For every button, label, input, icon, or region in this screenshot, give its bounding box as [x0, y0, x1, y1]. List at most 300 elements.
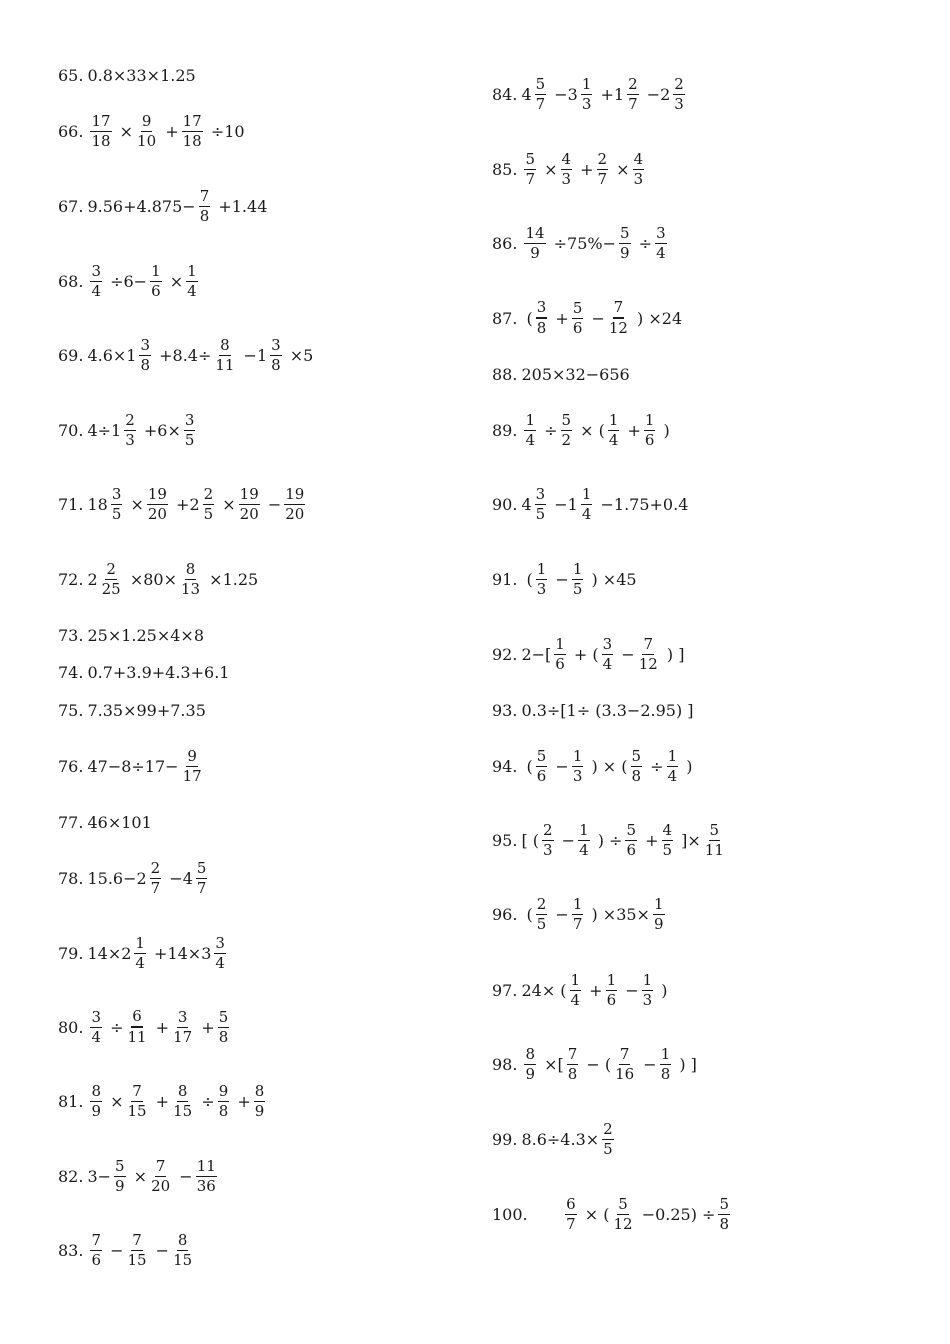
fraction-denominator: 7: [150, 878, 161, 897]
expression-text: −: [638, 1054, 657, 1074]
expression-text: ×: [539, 159, 558, 179]
fraction: [631, 746, 643, 785]
problem-number: 87.: [492, 308, 518, 328]
fraction-numerator: 1: [570, 970, 581, 989]
expression-text: ÷: [196, 1091, 215, 1111]
fraction: [90, 1230, 102, 1269]
problem-number: 73.: [58, 625, 84, 645]
fraction-numerator: 14: [525, 223, 545, 242]
fraction-denominator: 16: [615, 1064, 635, 1083]
problem-78: [58, 854, 210, 902]
fraction-numerator: 8: [220, 335, 230, 354]
fraction-numerator: 6: [566, 1194, 576, 1213]
expression-text: −1: [238, 345, 268, 365]
expression-text: × (: [575, 420, 605, 440]
fraction: [90, 1007, 102, 1046]
fraction-denominator: 6: [606, 990, 617, 1009]
fraction-denominator: 3: [536, 579, 547, 598]
fraction-numerator: 8: [177, 1230, 188, 1249]
fraction-denominator: 20: [151, 1176, 171, 1195]
fraction-denominator: 36: [196, 1176, 216, 1195]
problem-number: 88.: [492, 364, 518, 384]
fraction-numerator: 2: [597, 149, 608, 168]
fraction: [673, 74, 685, 113]
problem-70: [58, 406, 198, 454]
expression-text: −1.75+0.4: [595, 494, 689, 514]
fraction-numerator: 5: [115, 1156, 125, 1175]
fraction-numerator: 9: [218, 1081, 229, 1100]
fraction-numerator: 5: [196, 858, 207, 877]
problem-number: 86.: [492, 233, 518, 253]
problem-number: 83.: [58, 1240, 84, 1260]
fraction-numerator: 2: [628, 74, 638, 93]
expression-text: 0.8×33×1.25: [87, 65, 196, 85]
fraction-numerator: 7: [613, 300, 625, 319]
problem-number: 94.: [492, 756, 518, 776]
expression-text: ) ]: [674, 1054, 697, 1074]
expression-text: ÷: [105, 1017, 124, 1037]
expression-text: +: [160, 121, 179, 141]
expression-text: +: [150, 1017, 170, 1037]
fraction-denominator: 20: [147, 504, 167, 523]
expression-text: 4: [521, 84, 532, 104]
fraction: [196, 1156, 217, 1195]
fraction: [535, 484, 547, 523]
fraction-denominator: 3: [561, 169, 572, 188]
fraction: [101, 559, 122, 598]
problem-86: [492, 219, 670, 267]
problem-94: [492, 742, 692, 790]
fraction: [561, 410, 573, 449]
expression-text: ×: [128, 1166, 148, 1186]
fraction: [218, 1081, 230, 1120]
problem-number: 99.: [492, 1129, 518, 1149]
fraction: [150, 858, 162, 897]
fraction-denominator: 4: [581, 504, 592, 523]
fraction-denominator: 3: [543, 840, 553, 859]
problem-91: [492, 555, 637, 603]
fraction: [627, 74, 639, 113]
fraction-denominator: 3: [642, 990, 653, 1009]
fraction-denominator: 13: [181, 579, 201, 598]
expression-text: 4.6×1: [87, 345, 137, 365]
fraction-numerator: 7: [155, 1156, 166, 1175]
fraction: [203, 484, 215, 523]
problem-88: [492, 350, 630, 398]
fraction-numerator: 2: [150, 858, 161, 877]
problem-number: 93.: [492, 700, 518, 720]
fraction: [572, 559, 584, 598]
fraction: [565, 1194, 577, 1233]
expression-text: 7.35×99+7.35: [87, 700, 206, 720]
fraction-numerator: 1: [644, 410, 655, 429]
expression-text: 24× (: [521, 980, 567, 1000]
fraction-denominator: 12: [608, 319, 628, 337]
expression-text: ): [658, 420, 670, 440]
expression-text: 0.7+3.9+4.3+6.1: [87, 662, 230, 682]
problem-number: 85.: [492, 159, 518, 179]
problem-number: 80.: [58, 1017, 84, 1037]
problem-number: 78.: [58, 868, 84, 888]
expression-text: +2: [170, 494, 200, 514]
fraction-denominator: 7: [535, 94, 546, 113]
problem-87: [492, 294, 682, 342]
fraction-denominator: 4: [525, 430, 535, 449]
expression-text: (: [521, 569, 533, 589]
fraction-numerator: 2: [543, 820, 553, 839]
fraction-denominator: 8: [271, 355, 281, 374]
fraction-numerator: 5: [719, 1194, 730, 1213]
fraction-numerator: 2: [536, 894, 547, 913]
expression-text: ×: [217, 494, 236, 514]
fraction: [660, 1044, 672, 1083]
fraction-numerator: 11: [196, 1156, 216, 1175]
fraction: [524, 410, 536, 449]
fraction-denominator: 7: [572, 914, 583, 933]
problem-number: 71.: [58, 494, 84, 514]
expression-text: 47−8÷17−: [87, 756, 179, 776]
fraction-numerator: 7: [199, 186, 210, 205]
fraction: [608, 300, 629, 336]
expression-text: 0.3÷[1÷ (3.3−2.95) ]: [521, 700, 694, 720]
fraction: [254, 1081, 266, 1120]
expression-text: ): [681, 756, 693, 776]
fraction: [561, 149, 573, 188]
fraction: [150, 1156, 171, 1195]
fraction: [572, 894, 584, 933]
expression-text: (: [521, 756, 533, 776]
expression-text: +14×3: [148, 943, 212, 963]
fraction: [172, 1081, 193, 1120]
fraction: [127, 1081, 148, 1120]
expression-text: 3−: [87, 1166, 112, 1186]
fraction: [554, 634, 566, 673]
expression-text: ×80×: [124, 569, 177, 589]
expression-text: ÷: [633, 233, 653, 253]
fraction: [535, 74, 547, 113]
fraction-denominator: 7: [628, 94, 638, 113]
fraction: [581, 484, 593, 523]
problem-72: [58, 555, 258, 603]
fraction-denominator: 4: [602, 654, 613, 673]
fraction: [581, 74, 593, 113]
problem-number: 79.: [58, 943, 84, 963]
expression-text: 9.56+4.875−: [87, 196, 196, 216]
expression-text: +1: [595, 84, 625, 104]
fraction-denominator: 5: [184, 430, 195, 449]
expression-text: 205×32−656: [521, 364, 630, 384]
problem-number: 75.: [58, 700, 84, 720]
fraction-numerator: 3: [140, 335, 151, 354]
expression-text: ) ÷: [592, 830, 623, 850]
fraction-denominator: 15: [127, 1101, 147, 1120]
expression-text: +1.44: [213, 196, 268, 216]
expression-text: ) ]: [661, 644, 685, 664]
fraction-numerator: 1: [579, 820, 589, 839]
fraction-denominator: 5: [662, 840, 673, 859]
expression-text: −: [556, 830, 576, 850]
fraction-numerator: 19: [285, 484, 305, 503]
problem-95: [492, 816, 728, 864]
problem-number: 84.: [492, 84, 518, 104]
problem-69: [58, 331, 313, 379]
fraction: [150, 261, 162, 300]
problem-number: 69.: [58, 345, 84, 365]
fraction-denominator: 8: [218, 1027, 229, 1046]
expression-text: +: [622, 420, 641, 440]
fraction: [572, 746, 584, 785]
fraction-numerator: 1: [572, 894, 583, 913]
fraction: [182, 111, 203, 150]
fraction-denominator: 17: [173, 1027, 193, 1046]
fraction: [524, 149, 536, 188]
fraction: [578, 820, 590, 859]
fraction-denominator: 17: [182, 766, 202, 785]
expression-text: ) ×45: [586, 569, 637, 589]
fraction-denominator: 9: [115, 1176, 125, 1195]
fraction: [655, 223, 667, 262]
expression-text: [ (: [521, 830, 540, 850]
fraction-denominator: 8: [631, 766, 642, 785]
fraction-numerator: 1: [660, 1044, 671, 1063]
fraction: [186, 261, 198, 300]
fraction-denominator: 5: [603, 1139, 613, 1158]
expression-text: (: [521, 308, 533, 328]
fraction-numerator: 5: [572, 298, 583, 317]
fraction: [214, 335, 235, 374]
fraction-numerator: 17: [91, 111, 111, 130]
problem-number: 89.: [492, 420, 518, 440]
fraction: [633, 149, 645, 188]
fraction-denominator: 7: [597, 169, 608, 188]
fraction-numerator: 1: [642, 970, 653, 989]
fraction-denominator: 25: [101, 579, 121, 598]
problem-67: [58, 182, 267, 230]
fraction-numerator: 1: [536, 559, 547, 578]
expression-text: + (: [568, 644, 599, 664]
fraction-numerator: 7: [132, 1230, 142, 1249]
fraction: [567, 1044, 579, 1083]
expression-text: −1: [549, 494, 578, 514]
fraction-numerator: 1: [581, 484, 592, 503]
fraction: [124, 410, 136, 449]
fraction: [284, 484, 305, 523]
fraction-denominator: 3: [633, 169, 644, 188]
fraction: [270, 335, 282, 374]
fraction-denominator: 7: [196, 878, 207, 897]
expression-text: ×: [164, 271, 184, 291]
fraction-denominator: 5: [535, 504, 546, 523]
problem-number: 82.: [58, 1166, 84, 1186]
expression-text: ): [656, 980, 668, 1000]
fraction-numerator: 9: [141, 111, 152, 130]
problem-77: [58, 798, 152, 846]
fraction: [642, 970, 654, 1009]
expression-text: 2: [87, 569, 98, 589]
fraction-denominator: 9: [620, 243, 630, 262]
problem-75: [58, 686, 206, 734]
fraction: [653, 894, 665, 933]
fraction: [602, 634, 614, 673]
fraction-numerator: 3: [271, 335, 281, 354]
fraction-numerator: 8: [254, 1081, 265, 1100]
problem-68: [58, 257, 201, 305]
expression-text: +: [575, 159, 594, 179]
fraction: [196, 858, 208, 897]
fraction-numerator: 8: [91, 1081, 101, 1100]
fraction-numerator: 3: [91, 1007, 101, 1026]
expression-text: (: [521, 904, 533, 924]
fraction-numerator: 2: [203, 484, 214, 503]
fraction: [172, 1230, 193, 1269]
problem-71: [58, 480, 308, 528]
fraction: [667, 746, 679, 785]
expression-text: ×: [611, 159, 630, 179]
fraction-denominator: 11: [215, 355, 235, 374]
problem-number: 77.: [58, 812, 84, 832]
fraction-denominator: 2: [561, 430, 572, 449]
expression-text: +: [232, 1091, 251, 1111]
problem-97: [492, 966, 668, 1014]
problem-100: [492, 1190, 733, 1238]
expression-text: 25×1.25×4×8: [87, 625, 205, 645]
fraction-numerator: 5: [618, 1194, 628, 1213]
expression-text: −: [105, 1240, 124, 1260]
fraction-numerator: 8: [177, 1081, 188, 1100]
problem-number: 70.: [58, 420, 84, 440]
expression-text: −: [174, 1166, 193, 1186]
fraction-denominator: 6: [626, 840, 636, 859]
fraction-denominator: 9: [254, 1101, 265, 1120]
fraction-numerator: 5: [536, 746, 547, 765]
fraction-numerator: 6: [131, 1009, 143, 1028]
fraction: [114, 1156, 126, 1195]
fraction-numerator: 7: [643, 634, 654, 653]
fraction: [90, 1081, 102, 1120]
problem-85: [492, 145, 647, 193]
problem-number: 81.: [58, 1091, 84, 1111]
fraction-numerator: 7: [91, 1230, 101, 1249]
fraction-numerator: 19: [239, 484, 259, 503]
expression-text: +: [640, 830, 659, 850]
fraction: [182, 746, 203, 785]
fraction-numerator: 1: [151, 261, 161, 280]
fraction-denominator: 20: [239, 504, 259, 523]
fraction-numerator: 8: [185, 559, 196, 578]
fraction: [90, 261, 102, 300]
fraction-numerator: 7: [132, 1081, 142, 1100]
fraction-numerator: 5: [631, 746, 642, 765]
expression-text: −: [262, 494, 282, 514]
problem-98: [492, 1040, 697, 1088]
expression-text: −0.25) ÷: [636, 1204, 716, 1224]
fraction: [614, 1044, 635, 1083]
fraction: [111, 484, 123, 523]
fraction: [136, 111, 157, 150]
fraction: [638, 634, 659, 673]
expression-text: ÷10: [205, 121, 245, 141]
fraction-denominator: 12: [613, 1214, 633, 1233]
expression-text: − (: [581, 1054, 612, 1074]
fraction-denominator: 4: [570, 990, 581, 1009]
expression-text: 4÷1: [87, 420, 122, 440]
fraction: [536, 746, 548, 785]
expression-text: ×[: [539, 1054, 564, 1074]
fraction-numerator: 2: [674, 74, 684, 93]
fraction-denominator: 5: [111, 504, 122, 523]
fraction-numerator: 17: [182, 111, 202, 130]
problem-number: 67.: [58, 196, 84, 216]
problem-number: 95.: [492, 830, 518, 850]
fraction-numerator: 5: [620, 223, 630, 242]
fraction: [180, 559, 201, 598]
fraction-numerator: 1: [135, 933, 145, 952]
fraction-numerator: 5: [626, 820, 636, 839]
expression-text: ]×: [676, 830, 701, 850]
fraction-numerator: 1: [187, 261, 197, 280]
expression-text: 4: [521, 494, 532, 514]
problem-99: [492, 1115, 617, 1163]
fraction-numerator: 1: [525, 410, 535, 429]
fraction-denominator: 4: [667, 766, 678, 785]
expression-text: ×: [105, 1091, 124, 1111]
problem-number: 76.: [58, 756, 84, 776]
fraction: [199, 186, 211, 225]
problem-76: [58, 742, 206, 790]
fraction-numerator: 3: [602, 634, 613, 653]
expression-text: ×: [114, 121, 134, 141]
fraction: [570, 970, 582, 1009]
fraction: [572, 298, 584, 337]
fraction-denominator: 6: [91, 1250, 101, 1269]
fraction-numerator: 3: [215, 933, 225, 952]
fraction: [597, 149, 609, 188]
fraction-denominator: 9: [525, 1064, 535, 1083]
expression-text: ÷: [645, 756, 664, 776]
fraction: [134, 933, 146, 972]
fraction-denominator: 3: [125, 430, 135, 449]
expression-text: ÷: [539, 420, 558, 440]
fraction-denominator: 5: [572, 579, 583, 598]
fraction-numerator: 5: [525, 149, 535, 168]
fraction-denominator: 8: [719, 1214, 730, 1233]
fraction-denominator: 6: [572, 318, 583, 337]
fraction-denominator: 4: [579, 840, 589, 859]
problem-number: 100.: [492, 1204, 528, 1224]
problem-92: [492, 630, 684, 678]
fraction: [239, 484, 260, 523]
expression-text: −2: [641, 84, 671, 104]
problem-number: 92.: [492, 644, 518, 664]
fraction-denominator: 8: [660, 1064, 671, 1083]
fraction-numerator: 1: [667, 746, 678, 765]
fraction-numerator: 3: [184, 410, 195, 429]
expression-text: [532, 1205, 563, 1224]
fraction: [644, 410, 656, 449]
problem-93: [492, 686, 694, 734]
fraction-denominator: 11: [704, 840, 724, 859]
fraction: [90, 111, 111, 150]
expression-text: ) × (: [586, 756, 628, 776]
fraction-numerator: 3: [536, 300, 548, 319]
fraction-denominator: 8: [199, 206, 210, 225]
fraction-numerator: 5: [561, 410, 572, 429]
fraction-denominator: 4: [608, 430, 619, 449]
fraction-denominator: 6: [555, 654, 565, 673]
fraction-denominator: 11: [127, 1028, 147, 1046]
expression-text: +: [150, 1091, 170, 1111]
fraction: [214, 933, 226, 972]
